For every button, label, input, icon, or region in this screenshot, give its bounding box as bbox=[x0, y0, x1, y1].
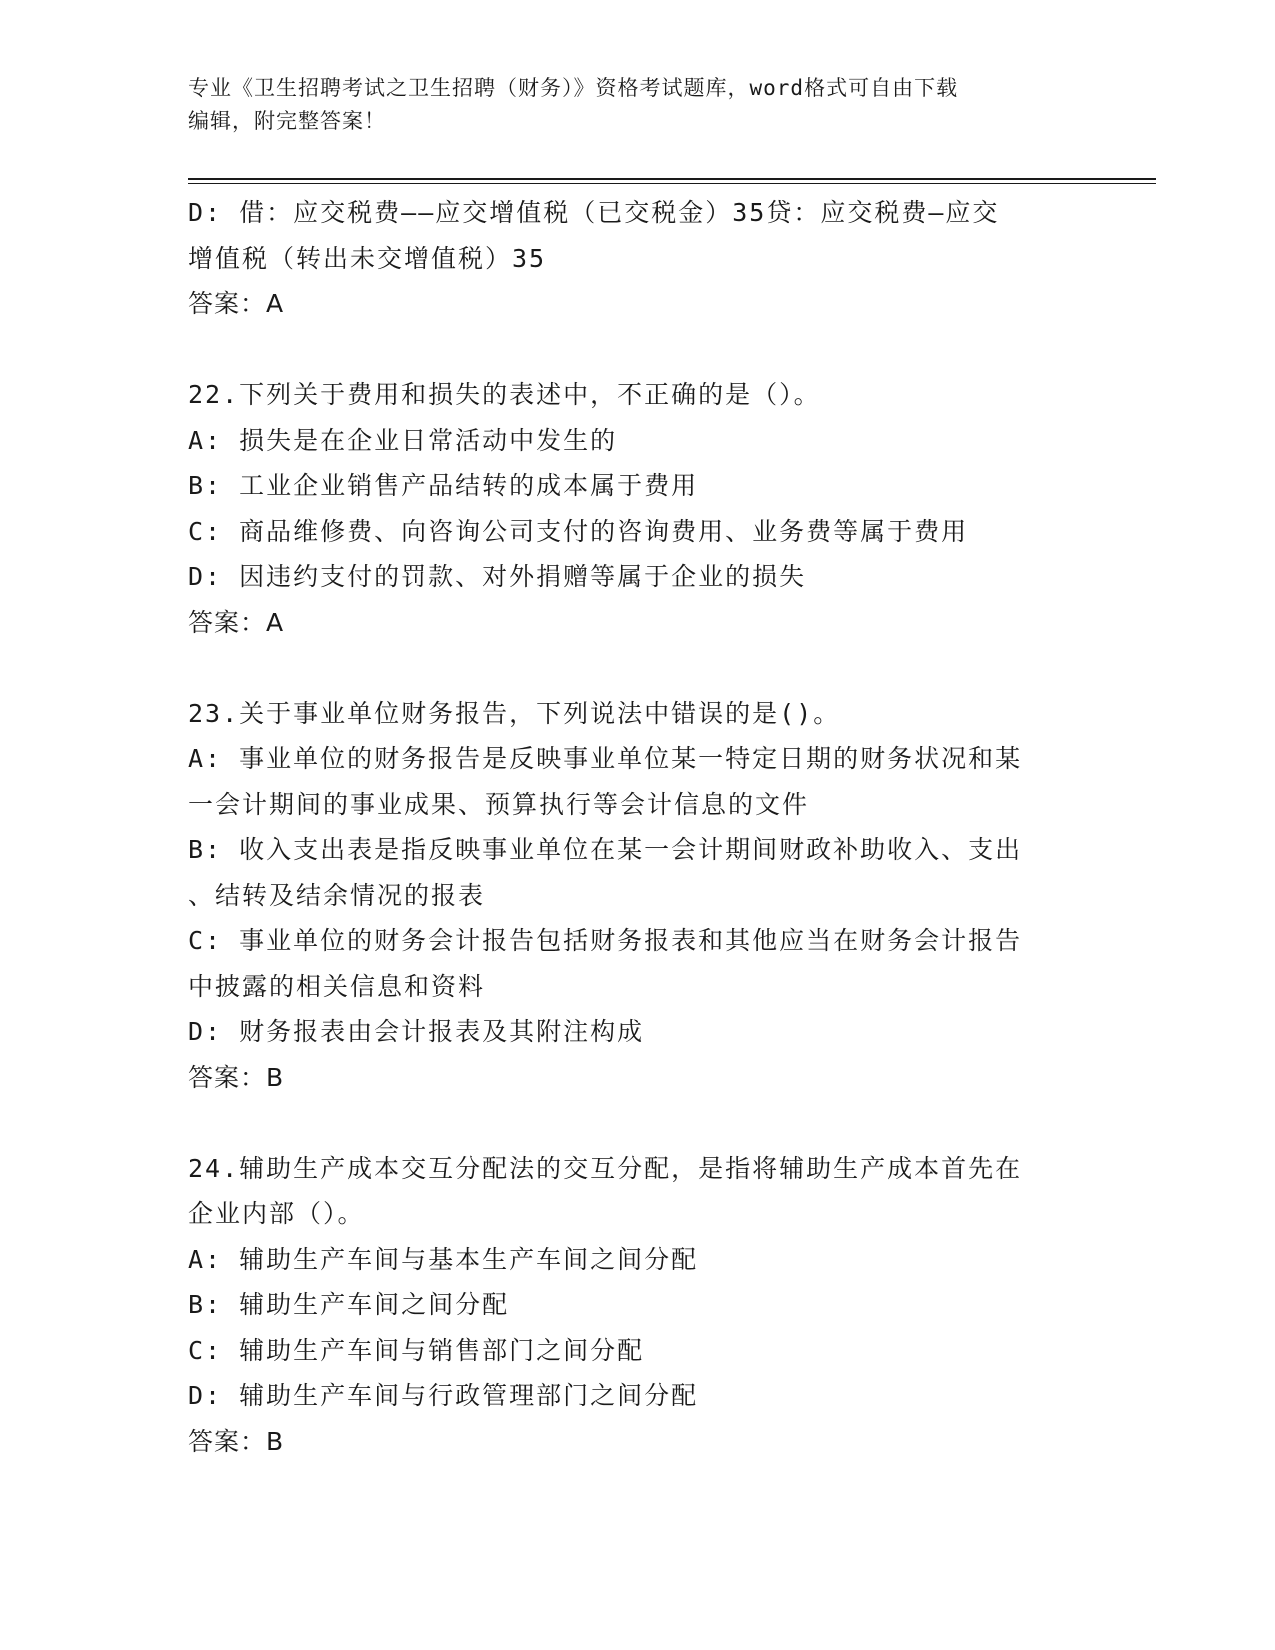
q24-stem-line-1: 24.辅助生产成本交互分配法的交互分配，是指将辅助生产成本首先在 bbox=[188, 1153, 1023, 1183]
q22-option-b: B: 工业企业销售产品结转的成本属于费用 bbox=[188, 471, 699, 500]
q23-option-c-line-1: C: 事业单位的财务会计报告包括财务报表和其他应当在财务会计报告 bbox=[188, 926, 1023, 955]
q22-option-d: D: 因违约支付的罚款、对外捐赠等属于企业的损失 bbox=[188, 562, 807, 591]
q24-stem-line-2: 企业内部（）。 bbox=[188, 1199, 365, 1228]
header-line-2: 编辑，附完整答案！ bbox=[188, 109, 386, 133]
q23-stem: 23.关于事业单位财务报告，下列说法中错误的是()。 bbox=[188, 698, 841, 728]
q23-option-b-line-2: 、结转及结余情况的报表 bbox=[188, 880, 486, 910]
q22-option-c: C: 商品维修费、向咨询公司支付的咨询费用、业务费等属于费用 bbox=[188, 516, 969, 546]
document-header bbox=[188, 72, 1088, 138]
q21-answer: 答案：A bbox=[188, 289, 285, 318]
question-23 bbox=[188, 691, 1088, 1101]
q22-stem: 22.下列关于费用和损失的表述中，不正确的是（）。 bbox=[188, 380, 821, 409]
q22-option-a: A: 损失是在企业日常活动中发生的 bbox=[188, 425, 618, 455]
q23-option-a-line-1: A: 事业单位的财务报告是反映事业单位某一特定日期的财务状况和某 bbox=[188, 744, 1023, 773]
q24-option-c: C: 辅助生产车间与销售部门之间分配 bbox=[188, 1335, 645, 1365]
document-body bbox=[188, 190, 1088, 1464]
q23-option-d: D: 财务报表由会计报表及其附注构成 bbox=[188, 1017, 645, 1046]
question-22 bbox=[188, 372, 1088, 645]
q23-option-a-line-2: 一会计期间的事业成果、预算执行等会计信息的文件 bbox=[188, 789, 810, 819]
q24-option-a: A: 辅助生产车间与基本生产车间之间分配 bbox=[188, 1244, 699, 1274]
spacer bbox=[188, 1100, 1088, 1146]
q23-option-c-line-2: 中披露的相关信息和资料 bbox=[188, 971, 486, 1001]
header-line-1: 专业《卫生招聘考试之卫生招聘（财务）》资格考试题库，word格式可自由下载 bbox=[188, 76, 959, 100]
header-divider-thick bbox=[188, 178, 1156, 180]
question-24 bbox=[188, 1146, 1088, 1465]
q21-option-d-line-2: 增值税（转出未交增值税）35 bbox=[188, 243, 547, 273]
q23-answer: 答案：B bbox=[188, 1062, 285, 1092]
question-21 bbox=[188, 190, 1088, 327]
spacer bbox=[188, 327, 1088, 373]
q24-option-d: D: 辅助生产车间与行政管理部门之间分配 bbox=[188, 1381, 699, 1410]
q22-answer: 答案：A bbox=[188, 607, 285, 637]
q24-answer: 答案：B bbox=[188, 1426, 285, 1456]
q23-option-b-line-1: B: 收入支出表是指反映事业单位在某一会计期间财政补助收入、支出 bbox=[188, 835, 1023, 864]
q21-option-d-line-1: D: 借：应交税费——应交增值税（已交税金）35贷：应交税费—应交 bbox=[188, 198, 1000, 227]
q24-option-b: B: 辅助生产车间之间分配 bbox=[188, 1290, 510, 1319]
spacer bbox=[188, 645, 1088, 691]
header-divider-thin bbox=[188, 183, 1156, 184]
